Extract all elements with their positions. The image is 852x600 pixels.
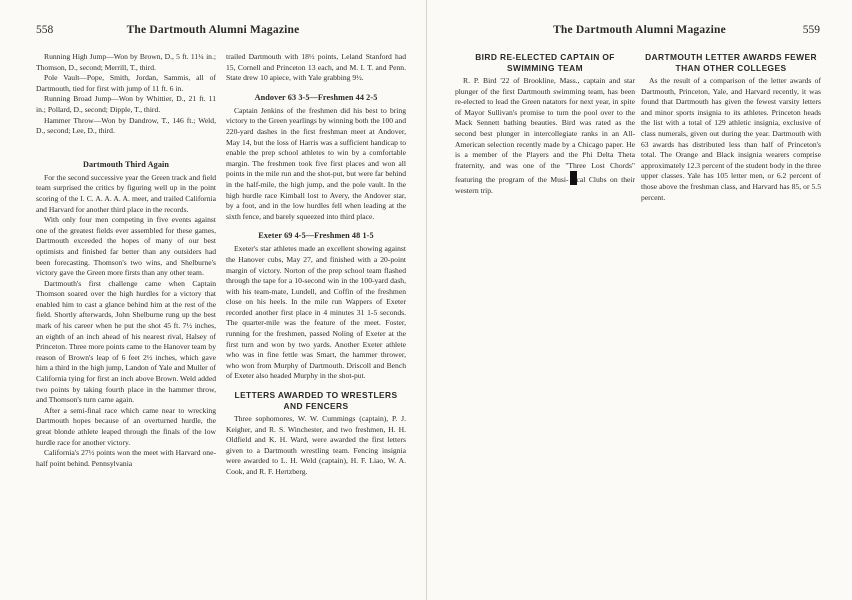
right-page	[426, 0, 852, 600]
paragraph: California's 27½ points won the meet with Harvard one-half point behind. Pennsylvania	[36, 448, 216, 468]
right-page-number: 559	[802, 24, 820, 36]
paragraph-andover: Captain Jenkins of the freshmen did his best to bring victory to the Green yearlings by winning both the 100 and 220-yard dashes in the first freshman meet at Andover, May 14, but the loss of Harris was a sufficient handicap to enable the prep school athletes to win by a comfortable margin. The freshmen took five first places and won all points in the mile run and the shot-put, but were far behind in the half-mile, the high jump, and the pole vault. In the high hurdle race Kimball lost to Avery, the Andover star, by a foot, and in the low hurdles fell when leading at the sixth fence, and barely squeezed into third place.	[226, 105, 406, 221]
left-column-1	[36, 52, 216, 469]
result-high-jump: Running High Jump—Won by Brown, D., 5 ft. 11¼ in.; Thomson, D., second; Merrill, T., third.	[36, 52, 216, 72]
paragraph-letter-awards: As the result of a comparison of the letter awards of Dartmouth, Princeton, Yale, and Harvard recently, it was found that Dartmouth has given the fewest varsity letters and minor sports insignia to its athletes. Princeton heads the list with a total of 129 athletic insignia, exclusive of class numerals, given out during the year. Dartmouth with 63 awards has distributed less than half of Princeton's total. The Orange and Black insignia wearers comprise approximately 12.3 percent of the student body in the three upper classes. Yale has 105 letter men, or 6.2 percent of those above the freshman class, and Harvard has 85, or 5.5 percent.	[641, 76, 821, 202]
section-heading-third-again: Dartmouth Third Again	[82, 159, 170, 169]
right-running-title: The Dartmouth Alumni Magazine	[553, 24, 726, 36]
heading-andover-meet: Andover 63 3-5—Freshmen 44 2-5	[254, 92, 378, 102]
paragraph: Dartmouth's first challenge came when Captain Thomson soared over the high hurdles for a victory that enabled him to cast a glance behind him at the rest of the field. Shortly afterwards, John Shelburne rung up the best mark of his career when he put the shot 45 ft. 7½ inches, an eighth of an inch ahead of his nearest rival, Halsey of Princeton. Three more points came to the Hanover team by reason of Brown's leap of 6 feet 2½ inches, which gave him a third in the high jump, Landon of Yale and Muller of California tying for first an inch above Brown. Weld added two points by taking fourth place in the hammer throw, and Thomson's turn came again.	[36, 278, 216, 405]
paragraph: For the second successive year the Green track and field team surprised the critics by figuring well up in the point scoring of the I. C. A. A. A. A. meet, and trailed California and Harvard for another third place in the records.	[36, 172, 216, 214]
paragraph-bird-text: R. P. Bird '22 of Brookline, Mass., captain and star plunger of the first Dartmouth swimming team, has been re-elected to lead the Green natators for next year, in spite of Mayor Sullivan's promise to turn the pool over to the Mack Sennett bathing beauties. Bird was rated as the second best plunger in intercollegiate ranks in an All-American selection recently made by a Chicago paper. He is a member of the Players and the Phi Delta Theta fraternity, and was one of the "Three Lost Chords" featuring the program of the Musi-	[455, 76, 635, 185]
left-running-title: The Dartmouth Alumni Magazine	[126, 24, 300, 36]
paragraph-bird-text-end: cal Clubs on their western trip.	[455, 175, 636, 195]
right-column-2	[641, 52, 821, 203]
left-page-number: 558	[36, 24, 54, 36]
result-hammer-throw: Hammer Throw—Won by Dandrow, T., 146 ft.; Weld, D., second; Lee, D., third.	[36, 115, 216, 136]
heading-exeter-meet: Exeter 69 4-5—Freshmen 48 1-5	[258, 231, 374, 241]
paragraph-bird	[455, 76, 635, 197]
result-broad-jump: Running Broad Jump—Won by Whittier, D., 21 ft. 11 in.; Pollard, D., second; Dipple, T., third.	[36, 94, 216, 114]
heading-letter-awards: DARTMOUTH LETTER AWARDS FEWER THAN OTHER COLLEGES	[645, 52, 817, 73]
result-pole-vault: Pole Vault—Pope, Smith, Jordan, Sammis, all of Dartmouth, tied for first with jump of 11 ft. 6 in.	[36, 73, 216, 93]
paragraph: After a semi-final race which came near to wrecking Dartmouth hopes because of an overturned hurdle, the great blonde athlete leaped through the finals of the low hurdle race for another victory.	[36, 405, 216, 447]
heading-letters-awarded: LETTERS AWARDED TO WRESTLERS AND FENCERS	[234, 390, 398, 411]
section-spacer	[36, 137, 216, 151]
left-column-2	[226, 52, 406, 478]
paragraph-letters: Three sophomores, W. W. Cummings (captain), P. J. Keigher, and R. S. Winchester, and two freshmen, H. H. Oldfield and K. H. Ward, were awarded the first letters given to a Dartmouth wrestling team. Fencing insignia were awarded to L. H. Weld (captain), H. F. Liao, W. A. Cook, and R. F. Hertzberg.	[226, 414, 406, 476]
paragraph: With only four men competing in five events against one of the greatest fields ever assembled for these games, Dartmouth exceeded the hopes of many of our best optimists and finished far better than any outsiders had been forecasting. Thomson's two wins, and Shelburne's victory gave the Green more firsts than any other team.	[36, 215, 216, 278]
left-page-header	[0, 24, 426, 40]
paragraph-exeter: Exeter's star athletes made an excellent showing against the Hanover cubs, May 27, and finished with a 20-point margin of victory. Norton of the prep school team flashed through the tape for a 10-second win in the 100-yard dash, with his team-mate, Lundell, and Coffin of the freshmen close on his heels. In the mile run Wappers of Exeter recorded another first place in 4 minutes 31 1-5 seconds. The quarter-mile was the feature of the meet. Foster, running for the freshmen, passed Noling of Exeter at the first turn and won by two yards. Another Exeter athlete who was in fine fettle was Smart, the hammer thrower, who won from Murphy of Dartmouth. Driscoll and Bench of Exeter also headed Murphy in the shot-put.	[226, 244, 406, 381]
paragraph-continuation: trailed Dartmouth with 18½ points, Leland Stanford had 15, Cornell and Princeton 13 each, and M. I. T. and Penn. State drew 10 apiece, with Yale grabbing 9½.	[226, 52, 406, 83]
right-column-1	[455, 52, 635, 197]
right-page-header	[427, 24, 852, 40]
ink-blot-mark	[570, 171, 577, 185]
heading-bird-reelected: BIRD RE-ELECTED CAPTAIN OF SWIMMING TEAM	[475, 52, 615, 73]
